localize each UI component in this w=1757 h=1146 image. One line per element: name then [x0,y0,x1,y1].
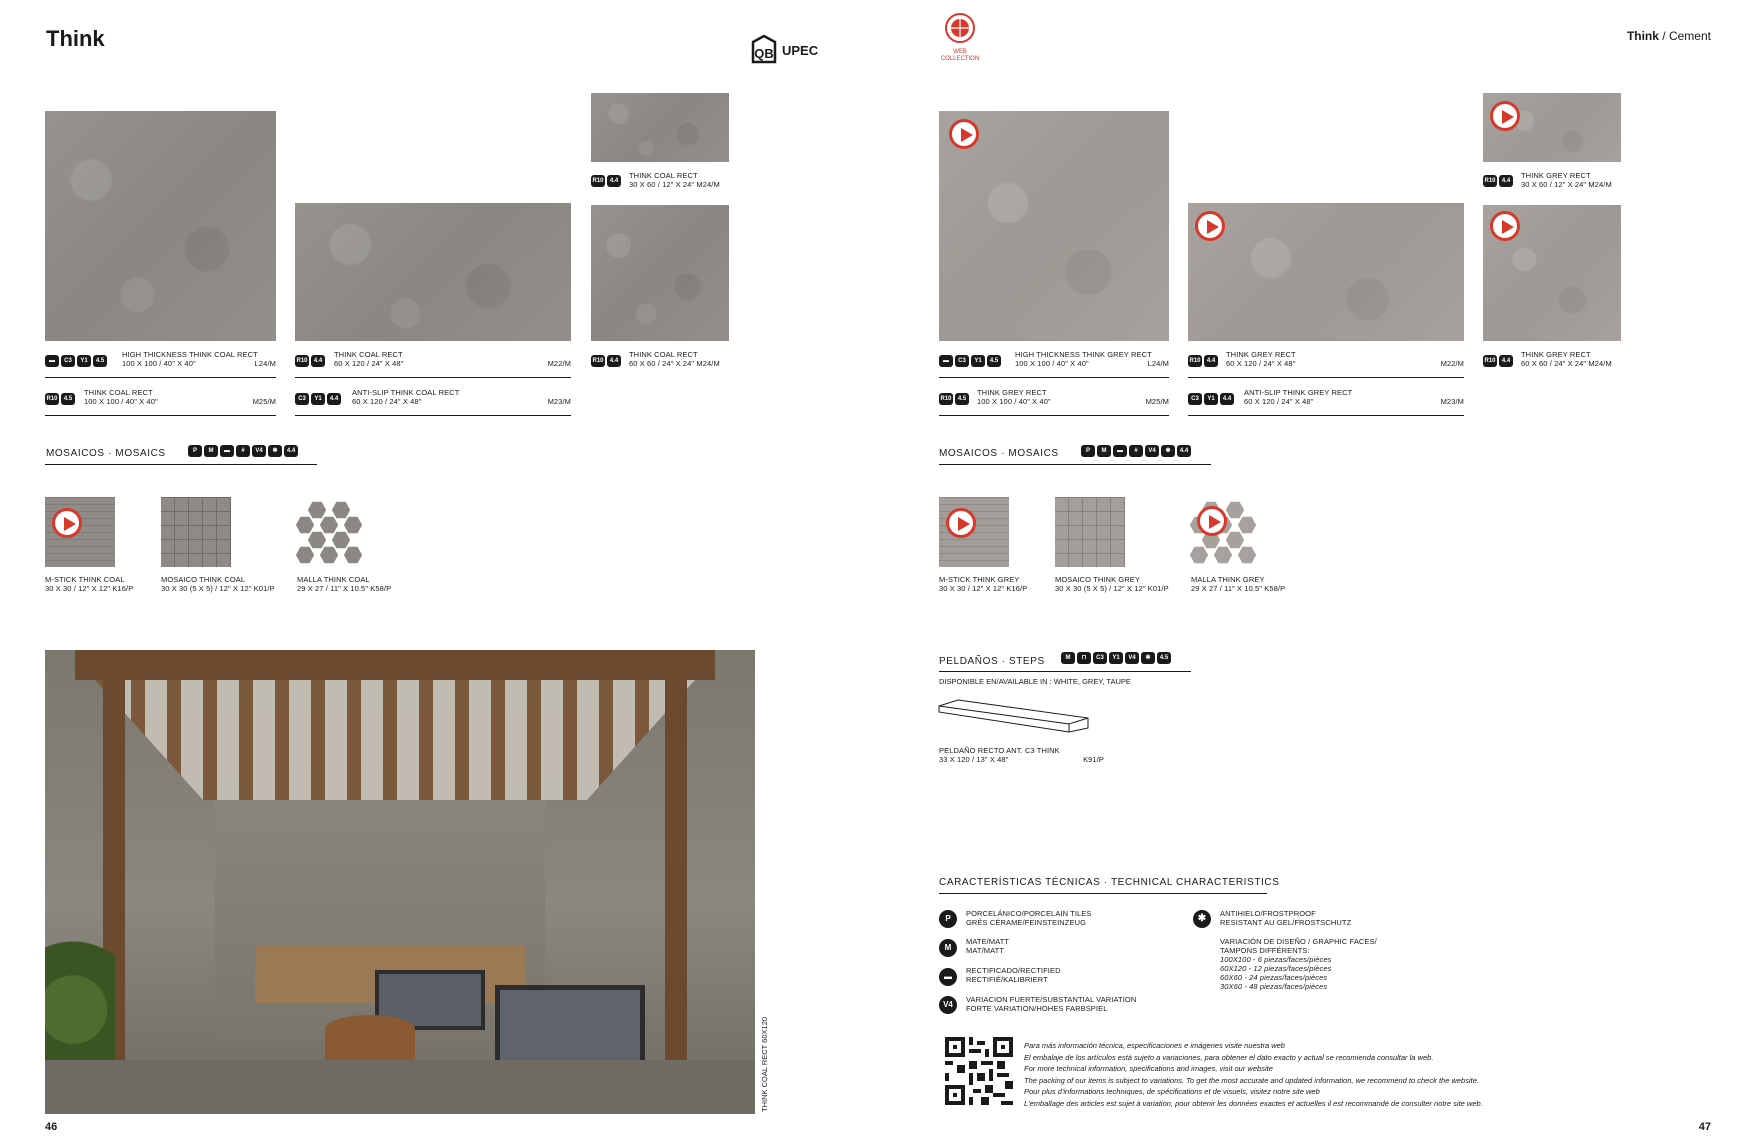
mosaic-label: MOSAICO THINK COAL 30 X 30 (5 X 5) / 12" X 12" K01/P [161,575,275,593]
steps-title: PELDAÑOS · STEPS [939,656,1045,667]
tech-title: CARACTERÍSTICAS TÉCNICAS · TECHNICAL CHARACTERISTICS [939,877,1280,888]
product-label: THINK GREY RECT 60 X 120 / 24" X 48" M22/M [1226,350,1464,368]
mosaic-icons: P M ▬ # V4 ✱ 4.4 [1081,445,1191,457]
divider [1188,415,1464,416]
divider [939,415,1169,416]
frostproof-icon: ✱ [1193,910,1211,928]
product-label: THINK COAL RECT 60 X 120 / 24" X 48" M22/M [334,350,571,368]
step-drawing [938,698,1090,734]
web-collection-label: WEB COLLECTION [940,49,980,62]
play-video-icon[interactable] [949,119,979,149]
floor [45,1060,755,1114]
notes: Para más información técnica, especificaciones e imágenes visite nuestra web El embalaje de los artículos está sujeto a variaciones, para obtener el dato exacto y actual se recomienda consultar la web. For more technical information, specifications and images, visit our website The packing of our items is subject to variations. To get the most accurate and updated information, we recommend to check the website. Pour plus d'informations techniques, de spécifications et de visuels, visitez notre site web L'emballage des articles est sujet à variation, pour obtenir les données exactes et actuelles il est recommandé de consulter notre site web. [1024,1041,1483,1108]
steps-available: DISPONIBLE EN/AVAILABLE IN : WHITE, GREY, TAUPE [939,677,1131,686]
product-icons: ▬ C3 Y1 4.5 [45,355,107,367]
qr-code-icon[interactable] [945,1037,1013,1105]
product-icons: R10 4.5 [45,393,75,405]
qb-upec-logo [750,34,825,64]
mosaic-label: M-STICK THINK COAL 30 X 30 / 12" X 12" K16/P [45,575,134,593]
tile-coal-100x100[interactable] [45,111,276,341]
play-video-icon[interactable] [946,508,976,538]
mosaic-label: MOSAICO THINK GREY 30 X 30 (5 X 5) / 12" X 12" K01/P [1055,575,1169,593]
play-video-icon[interactable] [52,508,82,538]
header-rest: Cement [1668,29,1711,43]
tile-grey-60x120[interactable] [1188,203,1464,341]
product-icons: R10 4.4 [295,355,325,367]
qb-icon [750,34,778,64]
web-collection-badge[interactable] [935,12,985,62]
tech-item: MATE/MATT MAT/MATT [966,937,1010,955]
product-label: THINK GREY RECT 100 X 100 / 40" X 40" M25/M [977,388,1169,406]
upec-label: UPEC [782,43,819,58]
mosaics-title: MOSAICOS · MOSAICS [46,448,166,459]
play-video-icon[interactable] [1197,506,1227,536]
play-video-icon[interactable] [1195,211,1225,241]
mosaic-label: MALLA THINK GREY 29 X 27 / 11" X 10.5" K58/P [1191,575,1286,593]
product-icons: R10 4.4 [1188,355,1218,367]
product-label: ANTI-SLIP THINK GREY RECT 60 X 120 / 24" X 48" M23/M [1244,388,1464,406]
page-number-left: 46 [45,1121,58,1133]
product-icons: C3 Y1 4.4 [1188,393,1234,405]
divider [939,377,1169,378]
product-icons: R10 4.4 [1483,175,1513,187]
mosaic-label: MALLA THINK COAL 29 X 27 / 11" X 10.5" K58/P [297,575,392,593]
product-label: THINK COAL RECT 60 X 60 / 24" X 24" M24/M [629,350,720,368]
mosaic-square-grey[interactable] [1055,497,1125,567]
play-video-icon[interactable] [1490,211,1520,241]
divider [295,415,571,416]
product-label: THINK GREY RECT 30 X 60 / 12" X 24" M24/M [1521,171,1612,189]
divider [939,893,1267,894]
product-icons: R10 4.4 [591,355,621,367]
tech-frost: ANTIHIELO/FROSTPROOF RESISTANT AU GEL/FROSTSCHUTZ [1220,909,1352,927]
mosaic-label: M-STICK THINK GREY 30 X 30 / 12" X 12" K16/P [939,575,1028,593]
globe-icon [944,12,976,44]
steps-icons: M ⊓ C3 Y1 V4 ✱ 4.5 [1061,652,1171,664]
divider [1188,377,1464,378]
mosaic-square-coal[interactable] [161,497,231,567]
rectified-icon: ▬ [939,968,957,986]
pergola-beam [75,650,715,680]
sofa-large [495,985,645,1065]
step-label: PELDAÑO RECTO ANT. C3 THINK 33 X 120 / 13" X 48" K91/P [939,746,1104,764]
mosaic-hex-grey[interactable] [1190,499,1256,567]
mosaics-title: MOSAICOS · MOSAICS [939,448,1059,459]
product-icons: R10 4.4 [591,175,621,187]
tech-item: RECTIFICADO/RECTIFIED RECTIFIÉ/KALIBRIERT [966,966,1061,984]
right-post [665,670,687,1110]
product-icons: R10 4.4 [1483,355,1513,367]
tile-coal-30x60[interactable] [591,93,729,162]
product-icons: R10 4.5 [939,393,969,405]
tech-item: PORCELÁNICO/PORCELAIN TILES GRÈS CÉRAME/FEINSTEINZEUG [966,909,1092,927]
header-bold: Think [1626,29,1659,43]
tile-coal-60x120[interactable] [295,203,571,341]
matt-icon: M [939,939,957,957]
product-icons: ▬ C3 Y1 4.5 [939,355,1001,367]
divider [45,464,317,465]
page-title: Think [46,26,105,51]
porcelain-icon: P [939,910,957,928]
product-label: THINK COAL RECT 100 X 100 / 40" X 40" M25/M [84,388,276,406]
tech-variation: VARIACIÓN DE DISEÑO / GRAPHIC FACES/ TAMPONS DIFFÉRENTS: 100X100 - 6 piezas/faces/pièces 60X120 - 12 piezas/faces/pièces 60X60 - 24 piezas/faces/pièces 30X60 - 48 piezas/faces/pièces [1220,937,1377,991]
page-number-right: 47 [1698,1121,1711,1133]
product-label: HIGH THICKNESS THINK GREY RECT 100 X 100 / 40" X 40" L24/M [1015,350,1169,368]
divider [939,464,1211,465]
product-icons: C3 Y1 4.4 [295,393,341,405]
header-sep: / [1662,29,1666,43]
product-label: HIGH THICKNESS THINK COAL RECT 100 X 100 / 40" X 40" L24/M [122,350,276,368]
photo-caption: THINK COAL RECT 60X120 [760,1016,769,1112]
product-label: THINK COAL RECT 30 X 60 / 12" X 24" M24/M [629,171,720,189]
divider [45,377,276,378]
pergola-slats [95,680,695,800]
mosaic-icons: P M ▬ # V4 ✱ 4.4 [188,445,298,457]
play-video-icon[interactable] [1490,101,1520,131]
ambience-photo [45,650,755,1114]
tech-item: VARIACION FUERTE/SUBSTANTIAL VARIATION FORTE VARIATION/HOHES FARBSPIEL [966,995,1137,1013]
product-label: THINK GREY RECT 60 X 60 / 24" X 24" M24/M [1521,350,1612,368]
page-header [1627,29,1711,43]
divider [295,377,571,378]
divider [45,415,276,416]
product-label: ANTI-SLIP THINK COAL RECT 60 X 120 / 24" X 48" M23/M [352,388,571,406]
svg-text:QB: QB [754,46,774,61]
mosaic-hex-coal[interactable] [296,499,362,567]
tile-coal-60x60[interactable] [591,205,729,341]
divider [939,671,1191,672]
variation-icon: V4 [939,996,957,1014]
